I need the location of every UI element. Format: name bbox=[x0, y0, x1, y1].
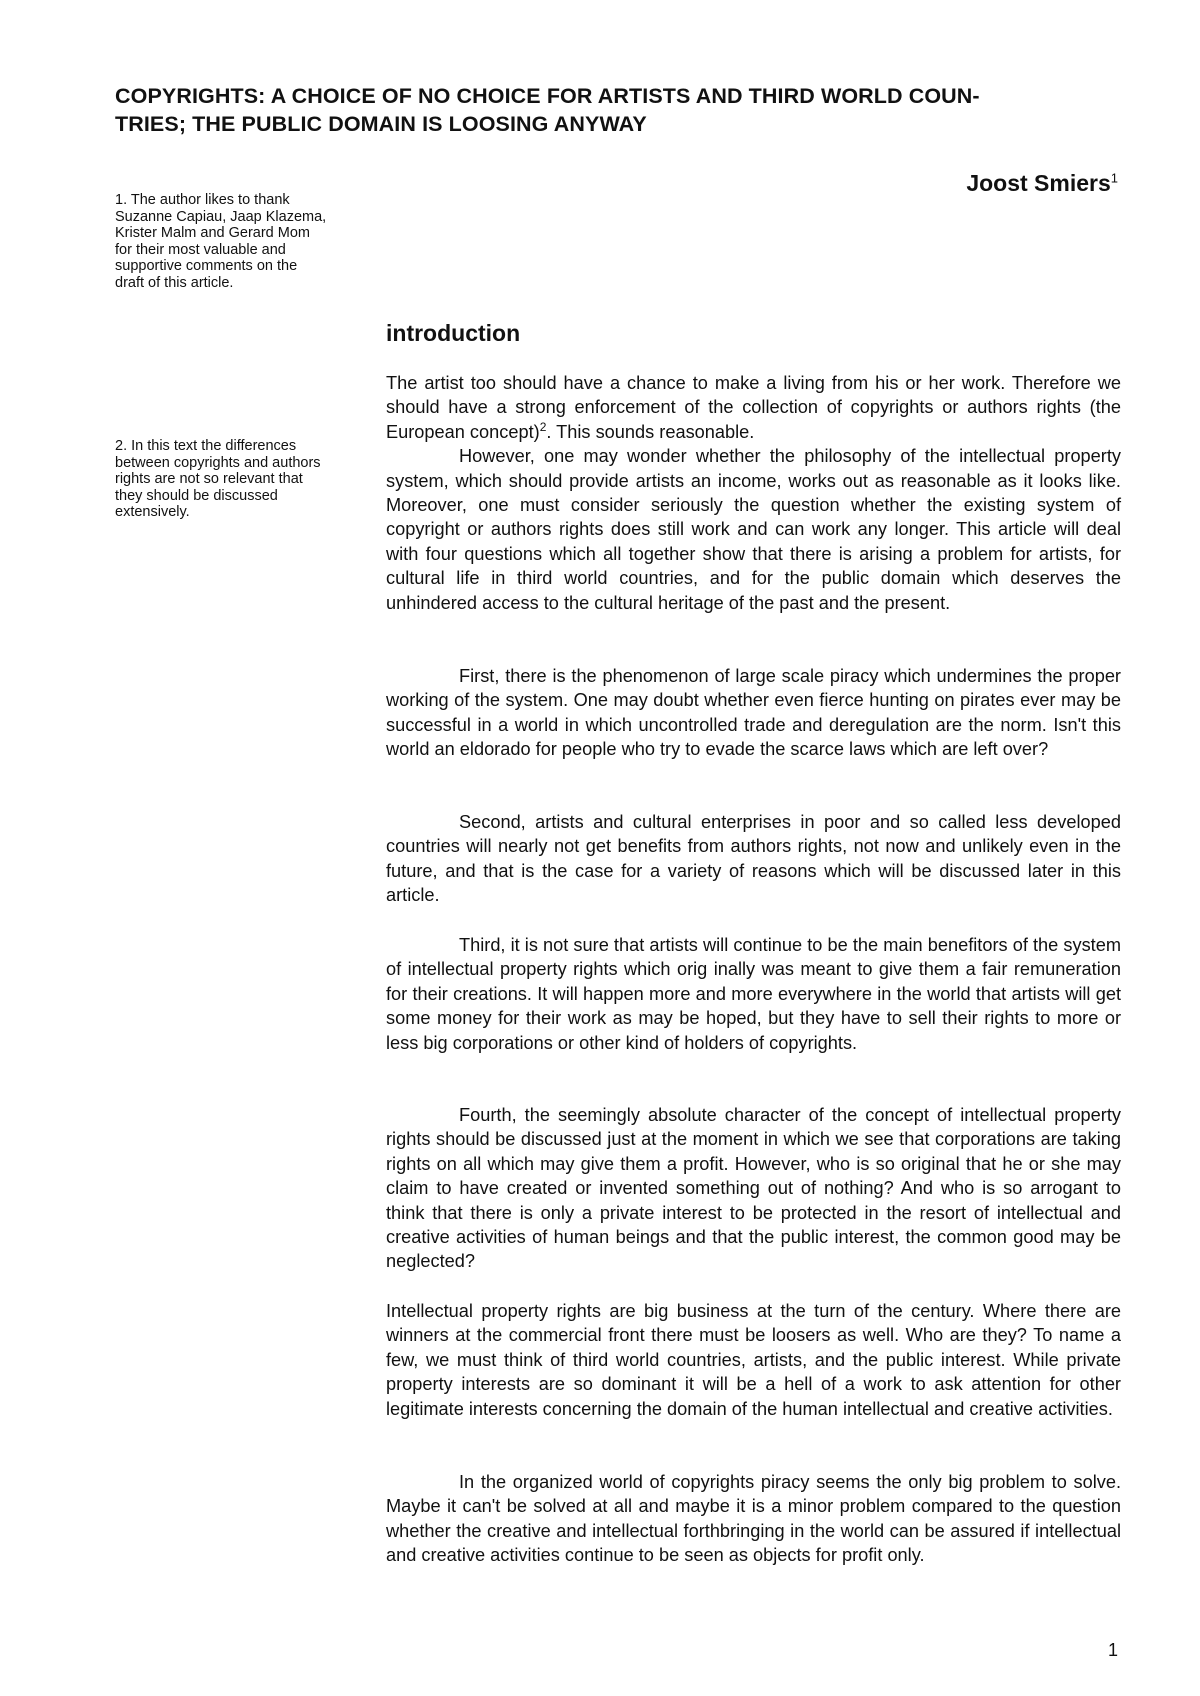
footnote-line: supportive comments on the bbox=[115, 258, 298, 274]
document-title-line-2: TRIES; THE PUBLIC DOMAIN IS LOOSING ANYWAY bbox=[115, 112, 647, 136]
footnote-2 bbox=[115, 438, 355, 521]
paragraph-7: Intellectual property rights are big business at the turn of the century. Where there are winners at the commercial front there must be loosers as well. Who are they? To name a few, we must think of third world countries, artists, and the public interest. While private property interests are so dominant it will be a hell of a work to ask attention for other legitimate interests concerning the domain of the human intellectual and creative activities. bbox=[386, 1301, 1121, 1419]
paragraph-1-text: The artist too should have a chance to make a living from his or her work. Therefore we should have a strong enforcement of the collection of copyrights or authors rights (the European concept) bbox=[386, 373, 1121, 442]
paragraph-5: Third, it is not sure that artists will continue to be the main benefitors of the system of intellectual property rights which orig inally was meant to give them a fair remuneration for their creations. It will happen more and more everywhere in the world that artists will get some money for their work as may be hoped, but they have to sell their rights to more or less big corporations or other kind of holders of copyrights. bbox=[386, 935, 1121, 1053]
paragraph-1 bbox=[386, 371, 1121, 444]
footnote-line: Suzanne Capiau, Jaap Klazema, bbox=[115, 208, 327, 225]
author-footnote-ref: 1 bbox=[1110, 170, 1118, 186]
author-name-text: Joost Smiers bbox=[966, 170, 1111, 196]
author-name bbox=[966, 170, 1118, 197]
footnote-line: extensively. bbox=[115, 504, 190, 520]
footnote-line: rights are not so relevant that bbox=[115, 471, 303, 487]
footnote-ref-2: 2 bbox=[539, 419, 547, 434]
paragraph-6: Fourth, the seemingly absolute character of the concept of intellectual property rights should be discussed just at the moment in which we see that corporations are taking rights on all which may give them a profit. However, who is so original that he or she may claim to have created or invented something out of nothing? And who is so arrogant to think that there is only a private interest to be protected in the resort of intellectual and creative activities of human beings and that the public interest, the common good may be neglected? bbox=[386, 1105, 1121, 1272]
section-heading-introduction: introduction bbox=[386, 320, 521, 346]
document-title-line-1: COPYRIGHTS: A CHOICE OF NO CHOICE FOR ARTISTS AND THIRD WORLD COUN- bbox=[115, 84, 980, 108]
footnote-line: for their most valuable and bbox=[115, 241, 286, 258]
paragraph-3: First, there is the phenomenon of large scale piracy which undermines the proper working of the system. One may doubt whether even fierce hunting on pirates ever may be successful in a world in which uncontrolled trade and deregulation are the norm. Isn't this world an eldorado for people who try to evade the scarce laws which are left over? bbox=[386, 666, 1121, 760]
document-title bbox=[115, 82, 1095, 138]
paragraph-8: In the organized world of copyrights piracy seems the only big problem to solve. Maybe it can't be solved at all and maybe it is a minor problem compared to the question whether the creative and intellectual forthbringing in the world can be assured if intellectual and creative activities continue to be seen as objects for profit only. bbox=[386, 1472, 1121, 1566]
footnote-line: between copyrights and authors bbox=[115, 454, 321, 471]
footnote-line: 2. In this text the differences bbox=[115, 438, 297, 454]
paragraph-1-block bbox=[386, 371, 1121, 615]
footnote-line: Krister Malm and Gerard Mom bbox=[115, 225, 310, 241]
paragraph-2: However, one may wonder whether the philosophy of the intellectual property system, which should provide artists an income, works out as reasonable as it looks like. Moreover, one must consider seriously the question whether the existing system of copyright or authors rights does still work and can work any longer. This article will deal with four questions which all together show that there is arising a problem for artists, for cultural life in third world countries, and for the public domain which deserves the unhindered access to the cultural heritage of the past and the present. bbox=[386, 446, 1121, 613]
page-number: 1 bbox=[1107, 1640, 1118, 1660]
footnote-1 bbox=[115, 192, 355, 291]
paragraph-1-tail: . This sounds reasonable. bbox=[546, 421, 755, 442]
footnote-line: they should be discussed bbox=[115, 487, 278, 504]
footnote-line: 1. The author likes to thank bbox=[115, 192, 290, 208]
paragraph-4: Second, artists and cultural enterprises in poor and so called less developed countries will nearly not get benefits from authors rights, not now and unlikely even in the future, and that is the case for a variety of reasons which will be discussed later in this article. bbox=[386, 812, 1121, 906]
footnote-line: draft of this article. bbox=[115, 274, 234, 291]
